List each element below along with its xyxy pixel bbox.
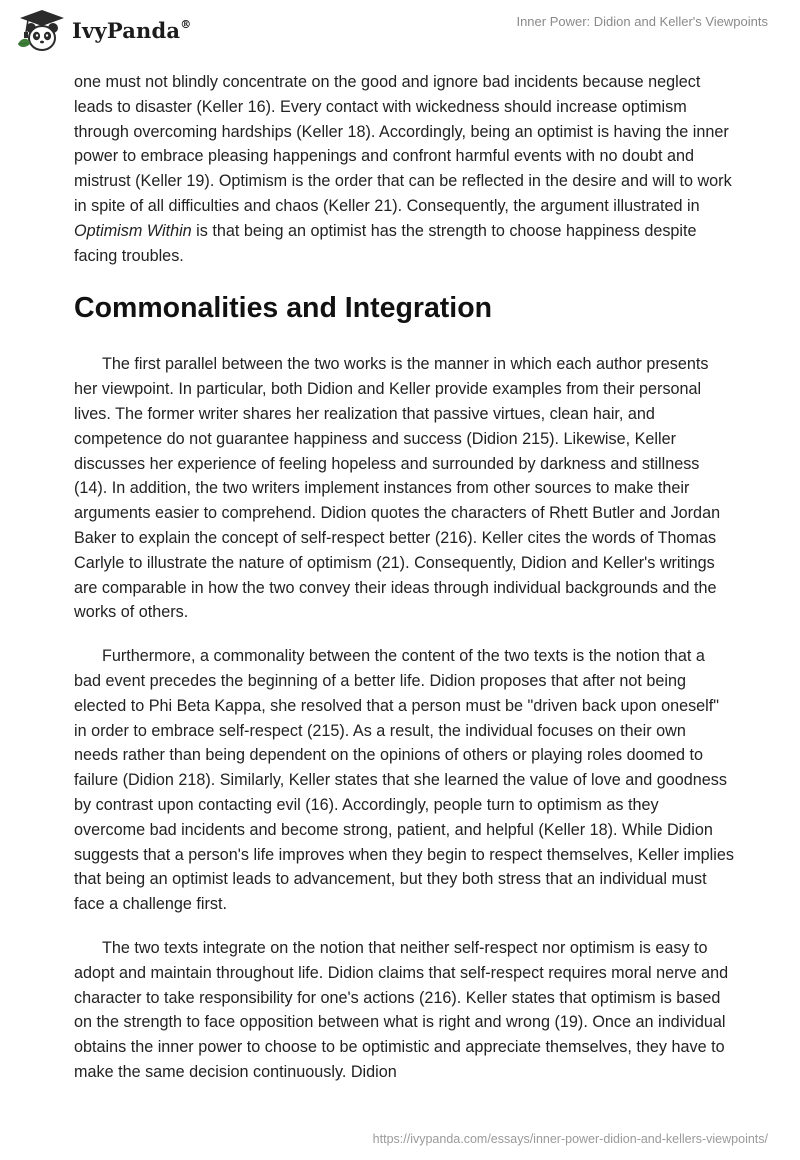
brand-text: IvyPanda: [72, 17, 181, 43]
body-paragraph-3: The two texts integrate on the notion that neither self-respect nor optimism is easy to adopt and maintain throughout life. Didion claims that self-respect requires moral nerve and character to take responsibility for one's actions (216). Keller states that optimism is based on the strength to face opposition between what is right and wrong (19). Once an individual obtains the inner power to choose to be optimistic and appreciate themselves, they have to make the same decision continuously. Didion: [74, 938, 729, 1081]
registered-mark: ®: [180, 17, 192, 31]
intro-paragraph: [74, 70, 734, 268]
ivypanda-logo[interactable]: [14, 6, 191, 54]
panda-graduation-cap-icon: [14, 6, 66, 54]
document-title: Inner Power: Didion and Keller's Viewpoints: [516, 14, 768, 29]
section-heading: Commonalities and Integration: [74, 292, 493, 325]
intro-text-end: is that being an optimist has the strength to choose happiness despite facing troubles.: [74, 221, 697, 265]
body-paragraph-1: The first parallel between the two works is the manner in which each author presents her viewpoint. In particular, both Didion and Keller provide examples from their personal lives. The former writer shares her realization that passive virtues, clean hair, and competence do not guarantee happiness and success (Didion 215). Likewise, Keller discusses her experience of feeling hopeless and surrounded by darkness and stillness (14). In addition, the two writers implement instances from other sources to make their arguments easier to comprehend. Didion quotes the characters of Rhett Butler and Jordan Baker to explain the concept of self-respect better (216). Keller cites the words of Thomas Carlyle to illustrate the nature of optimism (21). Consequently, Didion and Keller's writings are comparable in how the two convey their ideas through individual backgrounds and the works of others.: [74, 355, 721, 622]
work-title-italic: Optimism Within: [74, 221, 192, 240]
essay-content: [74, 70, 734, 1085]
page-header: [0, 0, 800, 60]
source-url[interactable]: https://ivypanda.com/essays/inner-power-didion-and-kellers-viewpoints/: [372, 1132, 768, 1146]
brand-name: [72, 18, 191, 43]
body-paragraph-2: Furthermore, a commonality between the content of the two texts is the notion that a bad event precedes the beginning of a better life. Didion proposes that after not being elected to Phi Beta Kappa, she resolved that a person must be "driven back upon oneself" in order to embrace self-respect (215). As a result, the individual focuses on their own needs rather than being dependent on the opinions of others or playing roles doomed to failure (Didion 218). Similarly, Keller states that she learned the value of love and goodness by contrast upon contacting evil (16). Accordingly, people turn to optimism as they overcome bad incidents and become strong, patient, and helpful (Keller 18). While Didion suggests that a person's life improves when they begin to respect themselves, Keller implies that being an optimist leads to advancement, but they both stress that an individual must face a challenge first.: [74, 647, 734, 914]
intro-text-start: one must not blindly concentrate on the good and ignore bad incidents because neglect leads to disaster (Keller 16). Every contact with wickedness should increase optimism through overcoming hardships (Keller 18). Accordingly, being an optimist is having the inner power to embrace pleasing happenings and confront harmful events with no doubt and mistrust (Keller 19). Optimism is the order that can be reflected in the desire and will to work in spite of all difficulties and chaos (Keller 21). Consequently, the argument illustrated in: [74, 73, 732, 215]
